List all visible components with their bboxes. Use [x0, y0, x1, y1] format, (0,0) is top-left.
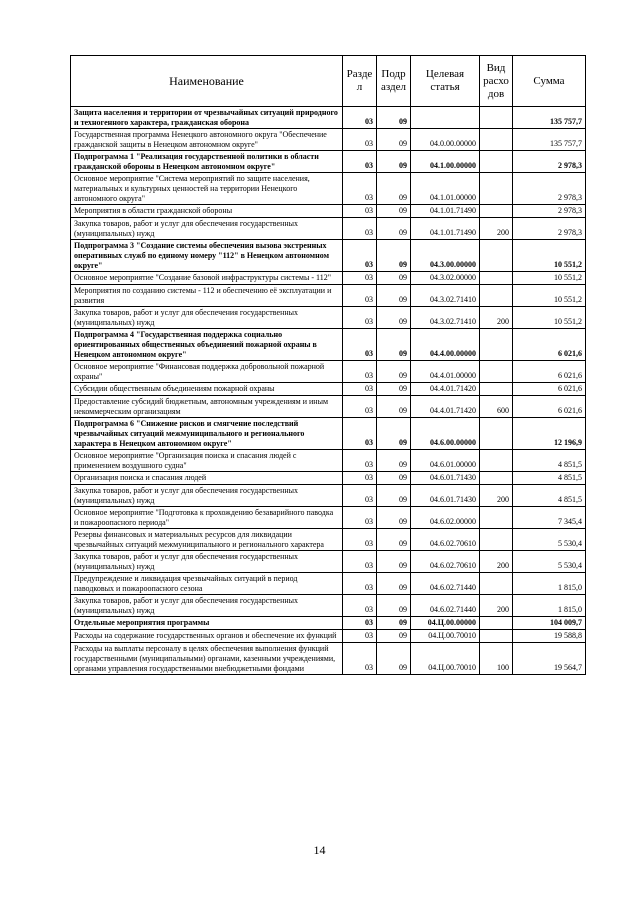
cell-target: 04.4.01.00000 [411, 361, 480, 383]
cell-type: 600 [480, 396, 513, 418]
table-row [71, 485, 586, 507]
cell-target: 04.6.02.71440 [411, 595, 480, 617]
cell-subsection: 09 [377, 396, 411, 418]
header-subsection: Подр аздел [377, 56, 411, 107]
cell-target: 04.6.02.71440 [411, 573, 480, 595]
cell-target: 04.6.01.71430 [411, 485, 480, 507]
cell-section: 03 [343, 107, 377, 129]
cell-type: 100 [480, 643, 513, 675]
table-row [71, 383, 586, 396]
cell-type [480, 107, 513, 129]
cell-subsection: 09 [377, 529, 411, 551]
cell-name: Резервы финансовых и материальных ресурсов для ликвидации чрезвычайных ситуаций межмуниципального и регионального характера [71, 529, 343, 551]
cell-type [480, 450, 513, 472]
cell-sum: 10 551,2 [513, 240, 586, 272]
cell-sum: 10 551,2 [513, 307, 586, 329]
cell-sum: 1 815,0 [513, 595, 586, 617]
cell-sum: 6 021,6 [513, 329, 586, 361]
table-row [71, 396, 586, 418]
table-row [71, 173, 586, 205]
table-row [71, 129, 586, 151]
cell-target: 04.1.01.00000 [411, 173, 480, 205]
cell-type [480, 507, 513, 529]
cell-name: Подпрограмма 3 "Создание системы обеспечения вызова экстренных оперативных служб по единому номеру "112" в Ненецком автономном округе" [71, 240, 343, 272]
cell-target [411, 107, 480, 129]
cell-section: 03 [343, 573, 377, 595]
cell-target: 04.3.02.71410 [411, 285, 480, 307]
cell-sum: 10 551,2 [513, 272, 586, 285]
cell-type [480, 285, 513, 307]
cell-section: 03 [343, 595, 377, 617]
cell-name: Расходы на содержание государственных органов и обеспечение их функций [71, 630, 343, 643]
cell-type [480, 361, 513, 383]
cell-subsection: 09 [377, 107, 411, 129]
cell-name: Мероприятия по созданию системы - 112 и обеспечению её эксплуатации и развития [71, 285, 343, 307]
cell-type: 200 [480, 595, 513, 617]
table-row [71, 450, 586, 472]
table-row [71, 107, 586, 129]
cell-target: 04.4.01.71420 [411, 396, 480, 418]
cell-name: Закупка товаров, работ и услуг для обеспечения государственных (муниципальных) нужд [71, 551, 343, 573]
cell-name: Подпрограмма 6 "Снижение рисков и смягчение последствий чрезвычайных ситуаций межмуниципального и регионального характера в Ненецком автономном округе" [71, 418, 343, 450]
table-row [71, 595, 586, 617]
cell-name: Закупка товаров, работ и услуг для обеспечения государственных (муниципальных) нужд [71, 595, 343, 617]
cell-name: Закупка товаров, работ и услуг для обеспечения государственных (муниципальных) нужд [71, 485, 343, 507]
cell-subsection: 09 [377, 329, 411, 361]
table-row [71, 272, 586, 285]
cell-section: 03 [343, 361, 377, 383]
cell-section: 03 [343, 383, 377, 396]
cell-sum: 2 978,3 [513, 218, 586, 240]
cell-section: 03 [343, 472, 377, 485]
table-row [71, 617, 586, 630]
cell-section: 03 [343, 485, 377, 507]
cell-section: 03 [343, 129, 377, 151]
cell-type [480, 240, 513, 272]
cell-section: 03 [343, 205, 377, 218]
cell-target: 04.6.02.70610 [411, 529, 480, 551]
cell-name: Основное мероприятие "Организация поиска и спасания людей с применением воздушного судна" [71, 450, 343, 472]
cell-section: 03 [343, 329, 377, 361]
cell-type [480, 418, 513, 450]
cell-type: 200 [480, 307, 513, 329]
cell-subsection: 09 [377, 205, 411, 218]
cell-target: 04.6.00.00000 [411, 418, 480, 450]
cell-name: Основное мероприятие "Подготовка к прохождению безаварийного паводка и пожароопасного периода" [71, 507, 343, 529]
cell-subsection: 09 [377, 643, 411, 675]
table-row [71, 472, 586, 485]
cell-subsection: 09 [377, 617, 411, 630]
cell-name: Организация поиска и спасания людей [71, 472, 343, 485]
cell-target: 04.6.02.00000 [411, 507, 480, 529]
cell-name: Основное мероприятие "Финансовая поддержка добровольной пожарной охраны" [71, 361, 343, 383]
cell-section: 03 [343, 507, 377, 529]
header-type: Вид расхо дов [480, 56, 513, 107]
cell-name: Подпрограмма 4 "Государственная поддержка социально ориентированных общественных объединений пожарной охраны в Ненецком автономном округе" [71, 329, 343, 361]
cell-sum: 1 815,0 [513, 573, 586, 595]
cell-subsection: 09 [377, 383, 411, 396]
cell-sum: 6 021,6 [513, 361, 586, 383]
cell-type: 200 [480, 218, 513, 240]
table-row [71, 329, 586, 361]
cell-target: 04.6.02.70610 [411, 551, 480, 573]
cell-section: 03 [343, 529, 377, 551]
cell-subsection: 09 [377, 240, 411, 272]
cell-target: 04.3.02.00000 [411, 272, 480, 285]
cell-target: 04.3.00.00000 [411, 240, 480, 272]
cell-subsection: 09 [377, 272, 411, 285]
table-row [71, 507, 586, 529]
cell-sum: 5 530,4 [513, 551, 586, 573]
cell-subsection: 09 [377, 307, 411, 329]
cell-subsection: 09 [377, 573, 411, 595]
cell-section: 03 [343, 551, 377, 573]
cell-sum: 19 564,7 [513, 643, 586, 675]
cell-type [480, 205, 513, 218]
table-row [71, 307, 586, 329]
header-row [71, 56, 586, 107]
cell-section: 03 [343, 173, 377, 205]
cell-name: Основное мероприятие "Создание базовой инфраструктуры системы - 112" [71, 272, 343, 285]
cell-name: Расходы на выплаты персоналу в целях обеспечения выполнения функций государственными (муниципальными) органами, казенными учреждениями, органами управления государственными внебюджетными фондами [71, 643, 343, 675]
cell-subsection: 09 [377, 595, 411, 617]
cell-subsection: 09 [377, 472, 411, 485]
cell-section: 03 [343, 617, 377, 630]
cell-sum: 12 196,9 [513, 418, 586, 450]
cell-section: 03 [343, 450, 377, 472]
cell-section: 03 [343, 396, 377, 418]
cell-subsection: 09 [377, 630, 411, 643]
cell-type: 200 [480, 485, 513, 507]
table-row [71, 218, 586, 240]
cell-section: 03 [343, 307, 377, 329]
table-row [71, 643, 586, 675]
cell-section: 03 [343, 630, 377, 643]
table-row [71, 573, 586, 595]
cell-sum: 135 757,7 [513, 129, 586, 151]
cell-target: 04.1.00.00000 [411, 151, 480, 173]
cell-sum: 2 978,3 [513, 205, 586, 218]
cell-type [480, 617, 513, 630]
cell-sum: 135 757,7 [513, 107, 586, 129]
cell-target: 04.1.01.71490 [411, 205, 480, 218]
cell-type [480, 472, 513, 485]
header-section: Разде л [343, 56, 377, 107]
cell-type [480, 573, 513, 595]
cell-subsection: 09 [377, 285, 411, 307]
cell-name: Отдельные мероприятия программы [71, 617, 343, 630]
table-row [71, 551, 586, 573]
cell-target: 04.6.01.00000 [411, 450, 480, 472]
cell-subsection: 09 [377, 485, 411, 507]
cell-sum: 7 345,4 [513, 507, 586, 529]
cell-target: 04.4.00.00000 [411, 329, 480, 361]
budget-table [70, 55, 586, 675]
cell-sum: 2 978,3 [513, 151, 586, 173]
table-row [71, 361, 586, 383]
cell-sum: 5 530,4 [513, 529, 586, 551]
cell-target: 04.Ц.00.70010 [411, 630, 480, 643]
cell-section: 03 [343, 418, 377, 450]
cell-name: Государственная программа Ненецкого автономного округа "Обеспечение гражданской защиты в Ненецком автономном округе" [71, 129, 343, 151]
cell-subsection: 09 [377, 507, 411, 529]
cell-subsection: 09 [377, 151, 411, 173]
cell-subsection: 09 [377, 551, 411, 573]
cell-type [480, 129, 513, 151]
cell-sum: 10 551,2 [513, 285, 586, 307]
cell-sum: 4 851,5 [513, 472, 586, 485]
cell-sum: 4 851,5 [513, 450, 586, 472]
cell-sum: 6 021,6 [513, 396, 586, 418]
cell-subsection: 09 [377, 418, 411, 450]
cell-type [480, 630, 513, 643]
table-body [71, 107, 586, 675]
cell-section: 03 [343, 643, 377, 675]
cell-section: 03 [343, 285, 377, 307]
cell-sum: 2 978,3 [513, 173, 586, 205]
cell-subsection: 09 [377, 218, 411, 240]
header-name: Наименование [71, 56, 343, 107]
cell-sum: 19 588,8 [513, 630, 586, 643]
cell-name: Предоставление субсидий бюджетным, автономным учреждениям и иным некоммерческим организациям [71, 396, 343, 418]
cell-name: Мероприятия в области гражданской обороны [71, 205, 343, 218]
header-sum: Сумма [513, 56, 586, 107]
cell-target: 04.6.01.71430 [411, 472, 480, 485]
cell-sum: 6 021,6 [513, 383, 586, 396]
table-row [71, 630, 586, 643]
table-row [71, 418, 586, 450]
cell-sum: 4 851,5 [513, 485, 586, 507]
cell-subsection: 09 [377, 173, 411, 205]
table-row [71, 240, 586, 272]
cell-target: 04.0.00.00000 [411, 129, 480, 151]
cell-sum: 104 009,7 [513, 617, 586, 630]
cell-subsection: 09 [377, 450, 411, 472]
page-number: 14 [313, 843, 326, 857]
cell-type [480, 383, 513, 396]
header-target: Целевая статья [411, 56, 480, 107]
cell-name: Закупка товаров, работ и услуг для обеспечения государственных (муниципальных) нужд [71, 307, 343, 329]
cell-type [480, 529, 513, 551]
cell-name: Подпрограмма 1 "Реализация государственной политики в области гражданской обороны в Ненецком автономном округе" [71, 151, 343, 173]
table-row [71, 529, 586, 551]
cell-type [480, 272, 513, 285]
cell-type: 200 [480, 551, 513, 573]
table-row [71, 151, 586, 173]
cell-section: 03 [343, 218, 377, 240]
table-row [71, 205, 586, 218]
cell-target: 04.3.02.71410 [411, 307, 480, 329]
cell-subsection: 09 [377, 361, 411, 383]
cell-name: Предупреждение и ликвидация чрезвычайных ситуаций в период паводковых и пожароопасного сезона [71, 573, 343, 595]
cell-section: 03 [343, 240, 377, 272]
table-row [71, 285, 586, 307]
cell-name: Субсидии общественным объединениям пожарной охраны [71, 383, 343, 396]
cell-target: 04.Ц.00.70010 [411, 643, 480, 675]
cell-section: 03 [343, 151, 377, 173]
cell-name: Защита населения и территории от чрезвычайных ситуаций природного и техногенного характера, гражданская оборона [71, 107, 343, 129]
cell-type [480, 151, 513, 173]
cell-section: 03 [343, 272, 377, 285]
cell-type [480, 173, 513, 205]
cell-subsection: 09 [377, 129, 411, 151]
cell-target: 04.Ц.00.00000 [411, 617, 480, 630]
cell-target: 04.1.01.71490 [411, 218, 480, 240]
cell-target: 04.4.01.71420 [411, 383, 480, 396]
cell-type [480, 329, 513, 361]
cell-name: Закупка товаров, работ и услуг для обеспечения государственных (муниципальных) нужд [71, 218, 343, 240]
cell-name: Основное мероприятие "Система мероприятий по защите населения, материальных и культурных ценностей на территории Ненецкого автономного округа" [71, 173, 343, 205]
